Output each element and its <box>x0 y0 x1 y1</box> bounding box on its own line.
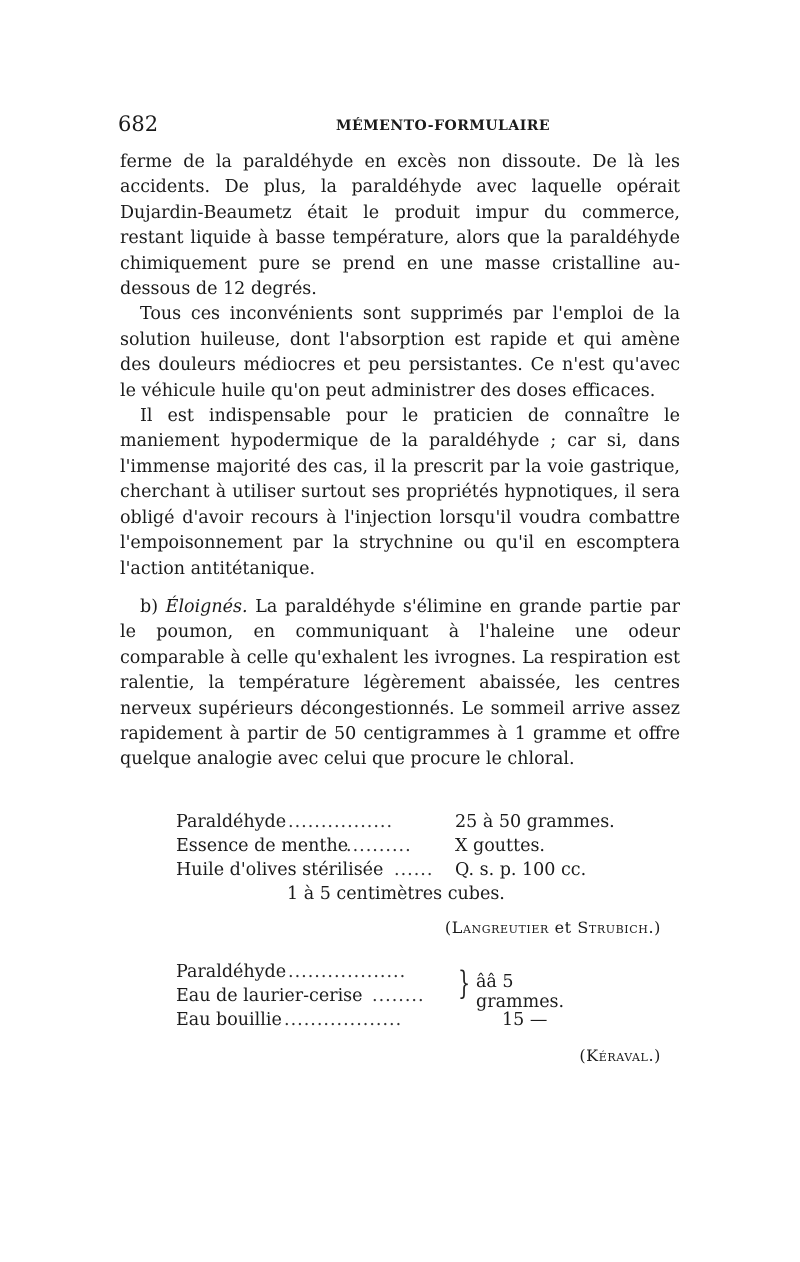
running-title: MÉMENTO-FORMULAIRE <box>336 118 551 134</box>
section-text: La paraldéhyde s'élimine en grande partie par le poumon, en communiquant à l'haleine une odeur comparable à celle qu'exhalent les ivrognes. La respiration est ralentie, la température légèrement abaissée, les centres nerveux supérieurs décongestionnés. Le sommeil arrive assez rapidement à partir de 50 centigrammes à 1 gramme et offre quelque analogie avec celui que procure le chloral. <box>120 596 680 770</box>
ingredient-quantity: Q. s. p. 100 cc. <box>455 860 587 880</box>
ingredient-quantity: X gouttes. <box>455 836 545 856</box>
paragraph: Tous ces inconvénients sont supprimés par l'emploi de la solution huileuse, dont l'absorption est rapide et qui amène des douleurs médiocres et peu persistantes. Ce n'est qu'avec le véhicule huile qu'on peut administrer des doses efficaces. <box>120 304 680 401</box>
ingredient-name: Huile d'olives stérilisée <box>176 860 384 880</box>
author-name: Langreutier <box>451 918 549 937</box>
paren-open: ( <box>579 1046 587 1065</box>
dosage-note: 1 à 5 centimètres cubes. <box>287 884 505 904</box>
leader-dots: .................. <box>288 962 407 982</box>
ingredient-quantity: 15 — <box>502 1010 548 1030</box>
author-name: Strubich <box>577 918 649 937</box>
paren-close: .) <box>648 918 661 937</box>
paren-open: ( <box>444 918 452 937</box>
page-number: 682 <box>118 112 159 136</box>
formula-author <box>176 918 661 937</box>
ingredient-quantity: 25 à 50 grammes. <box>455 812 615 832</box>
body-text <box>120 150 680 773</box>
leader-dots: .................. <box>284 1010 403 1030</box>
ingredient-name: Eau bouillie <box>176 1010 282 1030</box>
ingredient-name: Paraldéhyde <box>176 962 287 982</box>
page-header <box>118 112 678 142</box>
ingredient-name: Paraldéhyde <box>176 812 287 832</box>
section-b-paragraph <box>120 595 680 773</box>
author-name: Kéraval <box>586 1046 649 1065</box>
grouping-brace: } <box>458 964 471 1002</box>
ingredient-name: Eau de laurier-cerise <box>176 986 363 1006</box>
leader-dots: ................ <box>288 812 394 832</box>
section-label: b) <box>140 596 159 617</box>
paren-close: .) <box>648 1046 661 1065</box>
leader-dots: ...... <box>394 860 434 880</box>
author-conjunction: et <box>548 918 578 937</box>
section-heading: Éloignés. <box>165 596 248 617</box>
ingredient-name: Essence de menthe <box>176 836 349 856</box>
grouped-quantity: ââ 5 grammes. <box>476 972 565 1012</box>
paragraph: ferme de la paraldéhyde en excès non dissoute. De là les accidents. De plus, la paraldéhyde avec laquelle opérait Dujardin-Beaumetz était le produit impur du commerce, restant liquide à basse température, alors que la paraldéhyde chimiquement pure se prend en une masse cristalline au-dessous de 12 degrés. <box>120 152 680 300</box>
leader-dots: .......... <box>346 836 412 856</box>
formula-author <box>176 1046 661 1065</box>
leader-dots: ........ <box>372 986 425 1006</box>
paragraph: Il est indispensable pour le praticien de connaître le maniement hypodermique de la paraldéhyde ; car si, dans l'immense majorité des cas, il la prescrit par la voie gastrique, cherchant à utiliser surtout ses propriétés hypnotiques, il sera obligé d'avoir recours à l'injection lorsqu'il voudra combattre l'empoisonnement par la strychnine ou qu'il en escomptera l'action antitétanique. <box>120 406 680 579</box>
